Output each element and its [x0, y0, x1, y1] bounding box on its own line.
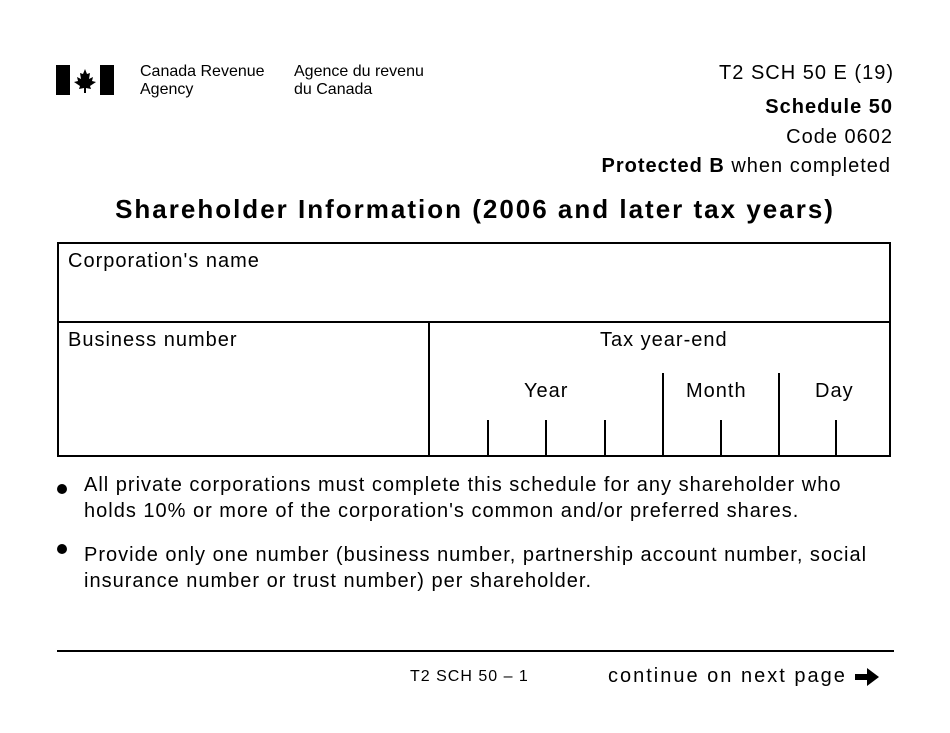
protected-notice [602, 155, 891, 178]
continue-link[interactable] [608, 665, 881, 688]
identification-box [57, 242, 891, 457]
schedule-number: Schedule 50 [765, 96, 893, 118]
business-number-label: Business number [68, 329, 238, 351]
agency-en-line1: Canada Revenue [140, 63, 265, 80]
instructions-list [62, 472, 882, 612]
footer-divider [57, 650, 894, 652]
bullet-icon [57, 544, 67, 554]
corporation-name-label: Corporation's name [68, 250, 260, 272]
bullet-icon [57, 484, 67, 494]
agency-fr-line2: du Canada [294, 81, 373, 98]
protected-rest: when completed [724, 155, 891, 177]
page-number: T2 SCH 50 – 1 [410, 668, 529, 685]
continue-label: continue on next page [608, 665, 847, 687]
agency-fr-line1: Agence du revenu [294, 63, 424, 80]
agency-name-english [140, 63, 265, 99]
divider [59, 321, 889, 323]
agency-name-french [294, 63, 424, 99]
arrow-right-icon [853, 666, 881, 688]
year-label: Year [524, 380, 569, 402]
day-label: Day [815, 380, 854, 402]
year-field[interactable] [430, 422, 660, 455]
agency-en-line2: Agency [140, 81, 194, 98]
list-item [62, 542, 882, 594]
corporation-name-field[interactable] [59, 274, 889, 319]
instruction-text: All private corporations must complete this schedule for any shareholder who holds 10% or more of the corporation's common and/or preferred shares. [84, 474, 842, 522]
day-field[interactable] [780, 422, 889, 455]
form-code-number: Code 0602 [786, 126, 893, 148]
list-item [62, 472, 882, 524]
canada-flag-icon [56, 65, 114, 95]
protected-label: Protected B [601, 155, 725, 177]
page-title: Shareholder Information (2006 and later tax years) [115, 194, 835, 224]
form-code: T2 SCH 50 E (19) [719, 62, 894, 84]
month-label: Month [686, 380, 747, 402]
business-number-field[interactable] [59, 356, 426, 455]
tax-year-end-label: Tax year-end [600, 329, 728, 351]
month-field[interactable] [664, 422, 776, 455]
instruction-text: Provide only one number (business number, partnership account number, social insurance number or trust number) per shareholder. [84, 544, 868, 592]
